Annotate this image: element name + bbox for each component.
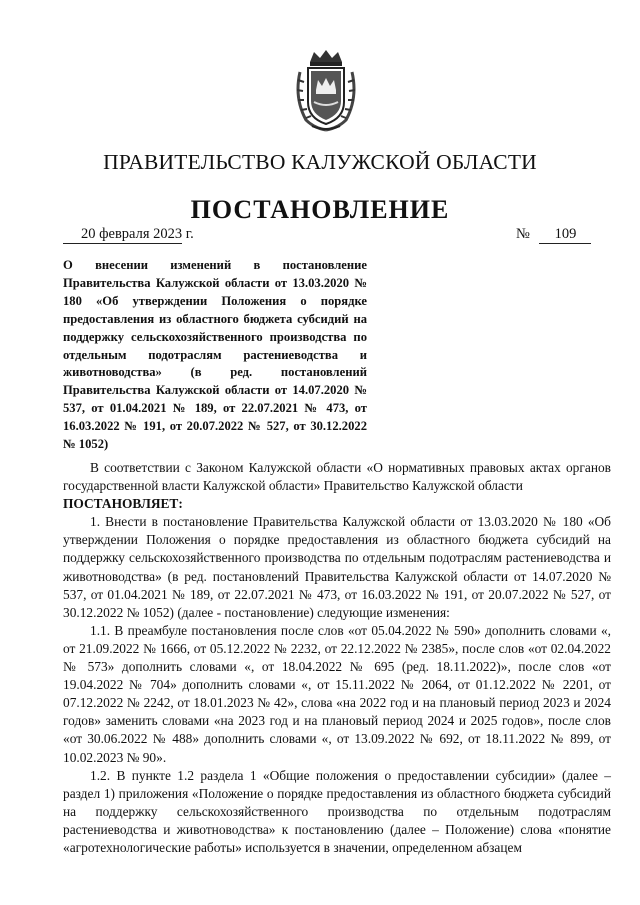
document-number — [516, 226, 591, 244]
kaluga-coat-of-arms-icon — [292, 48, 360, 132]
date-suffix: г. — [185, 226, 194, 242]
organization-title: ПРАВИТЕЛЬСТВО КАЛУЖСКОЙ ОБЛАСТИ — [103, 150, 537, 174]
paragraph-1: 1. Внести в постановление Правительства Калужской области от 13.03.2020 № 180 «Об утверждении Положения о порядке предоставления из областного бюджета субсидий на поддержку сельскохозяйственного производства по отдельным подотраслям растениеводства и животноводства» (в ред. постановлений Правительства Калужской области от 14.07.2020 № 537, от 01.04.2021 № 189, от 22.07.2021 № 473, от 16.03.2022 № 191, от 20.07.2022 № 527, от 30.12.2022 № 1052) (далее - постановление) следующие изменения: — [63, 514, 611, 620]
intro-paragraph — [63, 459, 611, 495]
paragraph-1-1: 1.1. В преамбуле постановления после слов «от 05.04.2022 № 590» дополнить словами «, от 21.09.2022 № 1666, от 05.12.2022 № 2232, от 22.12.2022 № 2385», после слов «от 02.04.2022 № 573» дополнить словами «, от 18.04.2022 № 695 (ред. 18.11.2022)», после слов «от 19.04.2022 № 704» дополнить словами «, от 15.11.2022 № 2064, от 01.12.2022 № 2201, от 07.12.2022 № 2242, от 18.01.2023 № 42», слова «на 2022 год и на плановый период 2023 и 2024 годов» заменить словами «на 2023 год и на плановый период 2024 и 2025 годов», после слов «от 30.06.2022 № 488» дополнить словами «, от 13.09.2022 № 692, от 18.11.2022 № 899, от 10.02.2023 № 90». — [63, 622, 611, 765]
date-value: 20 февраля 2023 — [63, 226, 182, 244]
document-date — [63, 226, 194, 244]
intro-text: В соответствии с Законом Калужской области «О нормативных правовых актах органов государственной власти Калужской области» Правительство Калужской области — [63, 460, 611, 494]
document-type-title: ПОСТАНОВЛЕНИЕ — [190, 195, 450, 224]
document-subject: О внесении изменений в постановление Правительства Калужской области от 13.03.2020 № 180 «Об утверждении Положения о порядке предоставления из областного бюджета субсидий на поддержку сельскохозяйственного производства по отдельным подотраслям растениеводства и животноводства» (в ред. постановлений Правительства Калужской области от 14.07.2020 № 537, от 01.04.2021 № 189, от 22.07.2021 № 473, от 16.03.2022 № 191, от 20.07.2022 № 527, от 30.12.2022 № 1052) — [63, 258, 367, 452]
resolves-heading: ПОСТАНОВЛЯЕТ: — [63, 496, 183, 512]
number-value: 109 — [539, 226, 591, 244]
number-label: № — [516, 226, 530, 242]
paragraph-1-2: 1.2. В пункте 1.2 раздела 1 «Общие положения о предоставлении субсидии» (далее – раздел 1) приложения «Положение о порядке предоставления из областного бюджета субсидий на поддержку сельскохозяйственного производства по отдельным подотраслям растениеводства и животноводства» к постановлению (далее – Положение) слова «понятие «агротехнологические работы» используется в значении, определенном абзацем — [63, 767, 611, 855]
document-body — [63, 459, 611, 857]
